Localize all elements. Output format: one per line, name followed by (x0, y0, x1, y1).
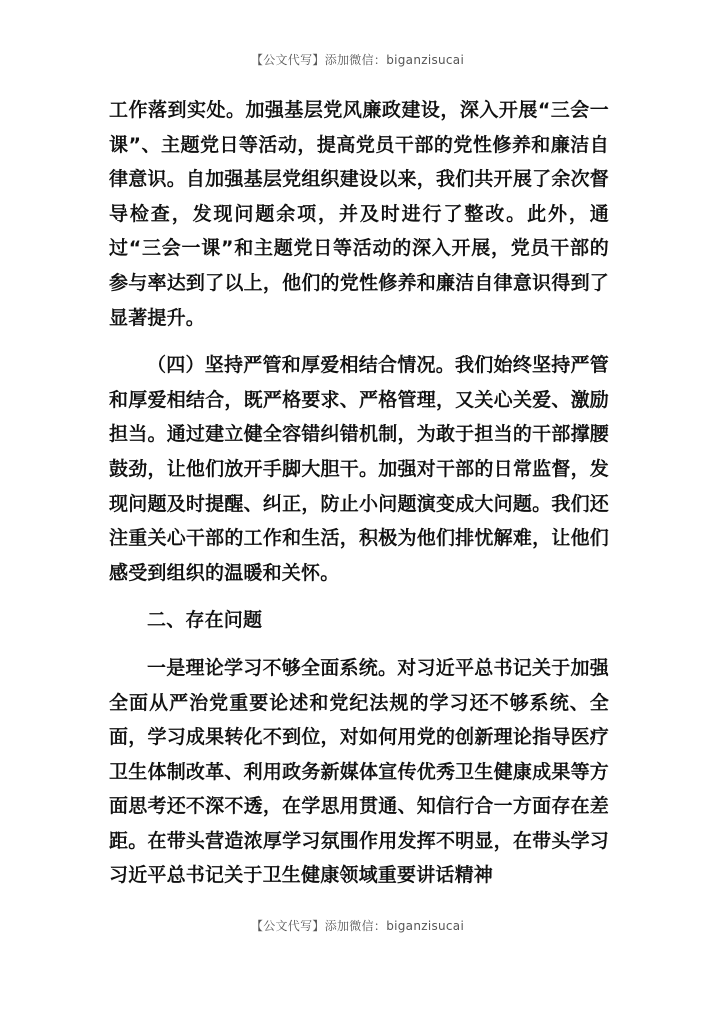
paragraph-party-conduct: 工作落到实处。加强基层党风廉政建设，深入开展“三会一课”、主题党日等活动，提高党员干部的党性修养和廉洁自律意识。自加强基层党组织建设以来，我们共开展了余次督导检查，发现问题余项，并及时进行了整改。此外，通过“三会一课”和主题党日等活动的深入开展，党员干部的参与率达到了以上，他们的党性修养和廉洁自律意识得到了显著提升。 (109, 99, 609, 329)
section-heading-problems: 二、存在问题 (147, 609, 263, 632)
paragraph-theory-study: 一是理论学习不够全面系统。对习近平总书记关于加强全面从严治党重要论述和党纪法规的学习还不够系统、全面，学习成果转化不到位，对如何用党的创新理论指导医疗卫生体制改革、利用政务新媒体宣传优秀卫生健康成果等方面思考还不深不透，在学思用贯通、知信行合一方面存在差距。在带头营造浓厚学习氛围作用发挥不明显，在带头学习习近平总书记关于卫生健康领域重要讲话精神 (109, 656, 609, 887)
footer-watermark: 【公文代写】添加微信：biganzisucai (250, 919, 465, 933)
document-body (109, 93, 609, 893)
paragraph-strict-care: （四）坚持严管和厚爱相结合情况。我们始终坚持严管和厚爱相结合，既严格要求、严格管理，又关心关爱、激励担当。通过建立健全容错纠错机制，为敢于担当的干部撑腰鼓劲，让他们放开手脚大胆干。加强对干部的日常监督，发现问题及时提醒、纠正，防止小问题演变成大问题。我们还注重关心干部的工作和生活，积极为他们排忧解难，让他们感受到组织的温暖和关怀。 (109, 354, 609, 584)
header-watermark: 【公文代写】添加微信：biganzisucai (250, 53, 465, 67)
